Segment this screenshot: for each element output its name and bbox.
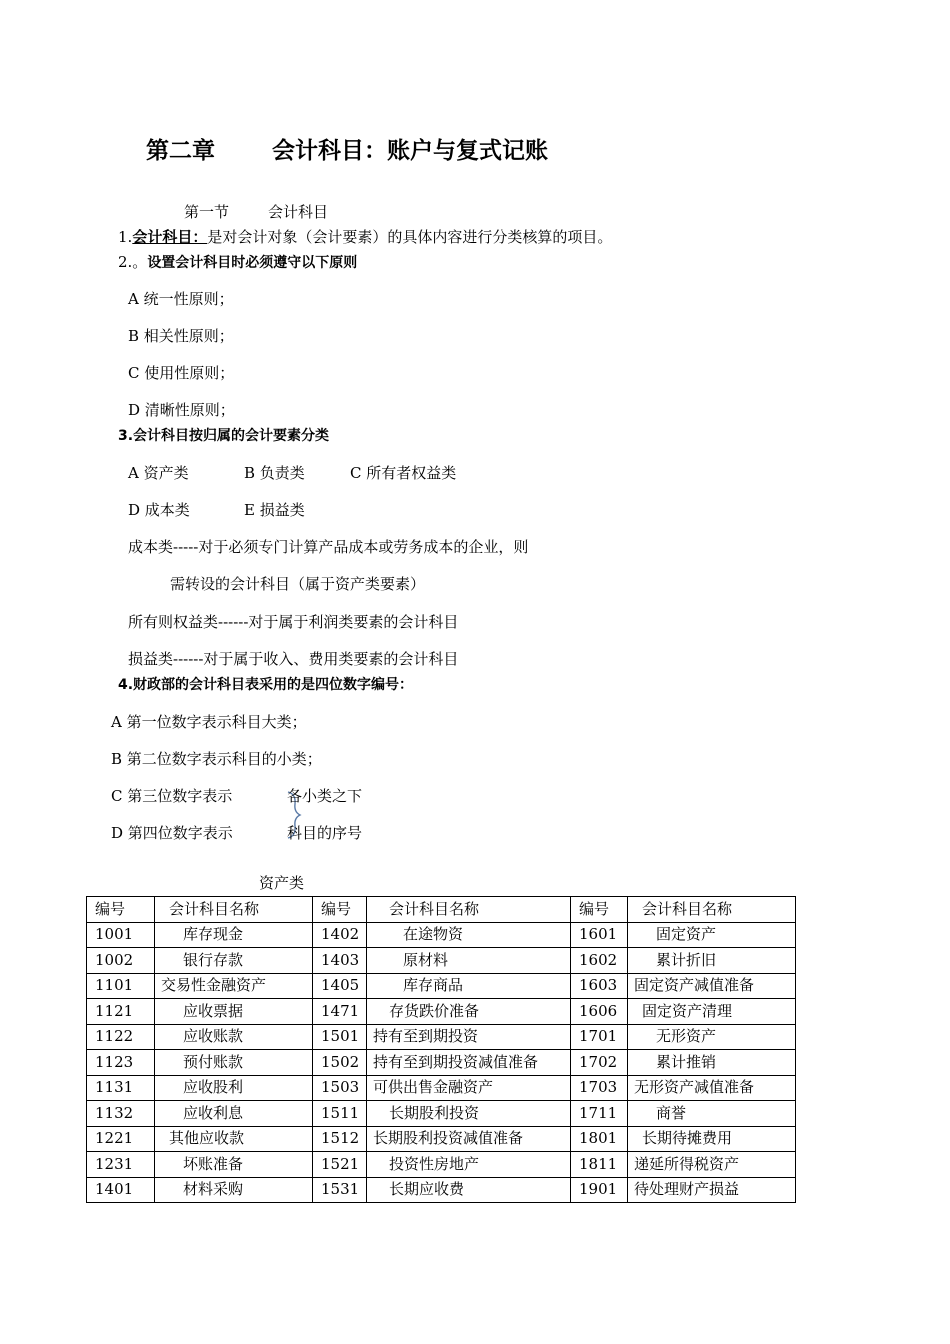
account-code: 1471: [313, 999, 367, 1025]
chapter-title: 会计科目：账户与复式记账: [272, 138, 548, 164]
account-code: 1403: [313, 948, 367, 974]
table-row: [87, 948, 796, 974]
account-code: 1901: [571, 1177, 628, 1203]
item2-heading: [118, 255, 357, 270]
digit-c-note: 各小类之下: [287, 787, 363, 805]
account-name: 应收票据: [155, 999, 313, 1025]
account-name: 库存商品: [367, 973, 571, 999]
account-name: 无形资产: [628, 1024, 796, 1050]
principle-b: B 相关性原则；: [128, 327, 234, 345]
digit-c: C 第三位数字表示: [111, 787, 233, 805]
account-code: 1002: [87, 948, 155, 974]
table-caption: 资产类: [259, 874, 305, 892]
account-code: 1703: [571, 1075, 628, 1101]
digit-b: B 第二位数字表示科目的小类；: [111, 750, 322, 768]
item2-heading-text: 设置会计科目时必须遵守以下原则: [147, 255, 358, 271]
note-cost-class: 成本类-----对于必须专门计算产品成本或劳务成本的企业，则: [128, 538, 529, 556]
column-header: 编号: [313, 897, 367, 923]
account-code: 1711: [571, 1101, 628, 1127]
item1-definition: [118, 230, 612, 245]
account-name: 银行存款: [155, 948, 313, 974]
account-name: 存货跌价准备: [367, 999, 571, 1025]
class-profit-loss: E 损益类: [244, 501, 305, 519]
account-code: 1701: [571, 1024, 628, 1050]
class-equity: C 所有者权益类: [350, 464, 457, 482]
account-name: 原材料: [367, 948, 571, 974]
digit-d: D 第四位数字表示: [111, 824, 233, 842]
account-name: 可供出售金融资产: [367, 1075, 571, 1101]
table-row: [87, 999, 796, 1025]
account-name: 递延所得税资产: [628, 1152, 796, 1178]
account-name: 材料采购: [155, 1177, 313, 1203]
item4-heading: 4.财政部的会计科目表采用的是四位数字编号：: [118, 677, 414, 693]
account-code: 1606: [571, 999, 628, 1025]
column-header: 会计科目名称: [367, 897, 571, 923]
account-code: 1801: [571, 1126, 628, 1152]
account-name: 长期股利投资减值准备: [367, 1126, 571, 1152]
account-code: 1401: [87, 1177, 155, 1203]
class-liability: B 负责类: [244, 464, 305, 482]
note-equity-class: 所有则权益类------对于属于利润类要素的会计科目: [128, 613, 459, 631]
account-code: 1405: [313, 973, 367, 999]
account-code: 1501: [313, 1024, 367, 1050]
account-name: 其他应收款: [155, 1126, 313, 1152]
table-row: [87, 1177, 796, 1203]
table-row: [87, 1075, 796, 1101]
chapter-number: 第二章: [146, 138, 215, 164]
section-title: 会计科目: [268, 203, 329, 221]
account-name: 交易性金融资产: [155, 973, 313, 999]
item1-text: 是对会计对象（会计要素）的具体内容进行分类核算的项目。: [207, 228, 613, 246]
account-name: 长期待摊费用: [628, 1126, 796, 1152]
table-row: [87, 1024, 796, 1050]
account-name: 长期股利投资: [367, 1101, 571, 1127]
account-code: 1502: [313, 1050, 367, 1076]
note-pl-class: 损益类------对于属于收入、费用类要素的会计科目: [128, 650, 459, 668]
account-name: 无形资产减值准备: [628, 1075, 796, 1101]
account-code: 1531: [313, 1177, 367, 1203]
account-code: 1123: [87, 1050, 155, 1076]
table-row: [87, 1152, 796, 1178]
item2-heading-num: 2.。: [118, 253, 148, 271]
account-name: 持有至到期投资: [367, 1024, 571, 1050]
table-header-row: [87, 897, 796, 923]
digit-d-note: 科目的序号: [287, 824, 363, 842]
account-name: 固定资产清理: [628, 999, 796, 1025]
account-name: 在途物资: [367, 922, 571, 948]
column-header: 会计科目名称: [628, 897, 796, 923]
account-name: 长期应收费: [367, 1177, 571, 1203]
note-cost-class-cont: 需转设的会计科目（属于资产类要素）: [170, 575, 426, 593]
account-name: 预付账款: [155, 1050, 313, 1076]
account-code: 1503: [313, 1075, 367, 1101]
class-cost: D 成本类: [128, 501, 190, 519]
account-code: 1702: [571, 1050, 628, 1076]
item1-term: 会计科目：: [132, 228, 208, 246]
account-code: 1122: [87, 1024, 155, 1050]
account-code: 1521: [313, 1152, 367, 1178]
account-code: 1121: [87, 999, 155, 1025]
principle-c: C 使用性原则；: [128, 364, 235, 382]
principle-a: A 统一性原则；: [128, 290, 234, 308]
table-row: [87, 1101, 796, 1127]
account-code: 1231: [87, 1152, 155, 1178]
table-row: [87, 922, 796, 948]
account-code: 1511: [313, 1101, 367, 1127]
account-name: 待处理财产损益: [628, 1177, 796, 1203]
digit-a: A 第一位数字表示科目大类；: [111, 713, 307, 731]
account-code: 1603: [571, 973, 628, 999]
account-code: 1402: [313, 922, 367, 948]
account-name: 商誉: [628, 1101, 796, 1127]
account-name: 应收股利: [155, 1075, 313, 1101]
class-asset: A 资产类: [128, 464, 189, 482]
account-code: 1101: [87, 973, 155, 999]
account-code: 1131: [87, 1075, 155, 1101]
table-row: [87, 1126, 796, 1152]
asset-accounts-table: [86, 896, 796, 1203]
account-code: 1132: [87, 1101, 155, 1127]
table-row: [87, 973, 796, 999]
account-code: 1601: [571, 922, 628, 948]
column-header: 编号: [571, 897, 628, 923]
account-code: 1001: [87, 922, 155, 948]
account-name: 应收利息: [155, 1101, 313, 1127]
column-header: 会计科目名称: [155, 897, 313, 923]
item3-heading: 3.会计科目按归属的会计要素分类: [118, 428, 330, 444]
account-name: 坏账准备: [155, 1152, 313, 1178]
account-code: 1512: [313, 1126, 367, 1152]
item1-num: 1.: [118, 228, 133, 246]
account-code: 1602: [571, 948, 628, 974]
table-row: [87, 1050, 796, 1076]
account-name: 库存现金: [155, 922, 313, 948]
account-name: 固定资产: [628, 922, 796, 948]
account-name: 持有至到期投资减值准备: [367, 1050, 571, 1076]
account-name: 累计推销: [628, 1050, 796, 1076]
account-code: 1811: [571, 1152, 628, 1178]
account-code: 1221: [87, 1126, 155, 1152]
column-header: 编号: [87, 897, 155, 923]
account-name: 固定资产减值准备: [628, 973, 796, 999]
account-name: 累计折旧: [628, 948, 796, 974]
principle-d: D 清晰性原则；: [128, 401, 235, 419]
section-number: 第一节: [184, 203, 230, 221]
account-name: 投资性房地产: [367, 1152, 571, 1178]
account-name: 应收账款: [155, 1024, 313, 1050]
